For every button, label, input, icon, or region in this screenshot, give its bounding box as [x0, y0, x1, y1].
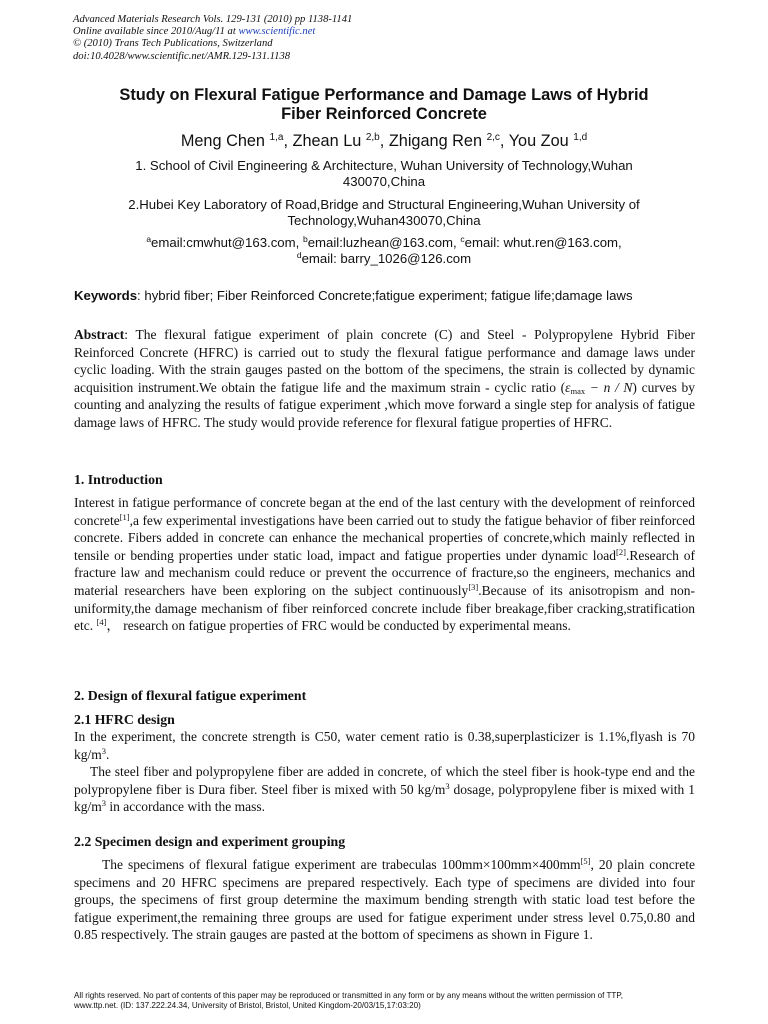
paragraph-text: The steel fiber and polypropylene fiber are added in concrete, of which the steel fiber is hook-type end and the polypropylene fiber is Dura fiber. Steel fiber is mixed with 50 kg/m [74, 764, 695, 797]
keywords-text: : hybrid fiber; Fiber Reinforced Concrete;fatigue experiment; fatigue life;damage laws [137, 288, 633, 303]
title-line-1: Study on Flexural Fatigue Performance and Damage Laws of Hybrid [119, 86, 649, 104]
affiliation-2-line-1: 2.Hubei Key Laboratory of Road,Bridge and Structural Engineering,Wuhan University of [128, 197, 640, 212]
email-mark-b: b [302, 234, 308, 244]
doi-line: doi:10.4028/www.scientific.net/AMR.129-131.1138 [73, 50, 291, 62]
citation: [2] [616, 546, 626, 557]
author-affil-mark: 2,b [365, 132, 380, 143]
subsection-heading-hfrc: 2.1 HFRC design [74, 712, 175, 727]
paragraph-text: , 20 plain concrete specimens and 20 HFRC specimens are prepared respectively. Each type of specimens are divided into four groups, the specimens of first group determine the maximum bending strength with static load test before the fatigue experiment,the remaining three groups are used for fatigue experiment under stress level 0.75,0.80 and 0.85 respectively. The strain gauges are pasted at the bottom of specimens as shown in Figure 1. [74, 857, 695, 943]
section-heading-design: 2. Design of flexural fatigue experiment [74, 688, 307, 703]
online-text: Online available since 2010/Aug/11 at [73, 26, 239, 38]
subsection-heading-specimen: 2.2 Specimen design and experiment grouping [74, 834, 346, 849]
affiliation-1-line-2: 430070,China [342, 174, 426, 189]
author-name: Meng Chen [180, 132, 265, 150]
abstract [74, 326, 695, 432]
author-name: Zhigang Ren [388, 132, 483, 150]
paragraph-text: . [106, 746, 110, 762]
introduction-paragraph [74, 494, 695, 635]
email-mark-a: a [146, 234, 152, 244]
email-b: email:luzhean@163.com, [307, 235, 461, 250]
intro-text: ,a few experimental investigations have been carried out to study the fatigue behavior of fiber reinforced concrete. Fibers added in concrete can enhance the mechanical properties of concrete,which mainly reflected in tensile or bending properties under static load, impact and fatigue properties under dynamic load [74, 512, 695, 563]
section-heading-introduction: 1. Introduction [74, 472, 163, 487]
citation: [3] [468, 581, 479, 592]
intro-text: .Research of fracture law and mechanism could reduce or prevent the occurrence of fracture,so the engineers, mechanics and material researchers have been exploring on the subject continuously [74, 547, 695, 598]
publisher-link[interactable]: www.scientific.net [238, 26, 316, 38]
publication-info [73, 14, 713, 63]
author-list [60, 131, 708, 151]
paragraph-text: The specimens of flexural fatigue experiment are trabeculas 100mm×100mm×400mm [102, 857, 581, 872]
hfrc-design-text [74, 728, 695, 816]
epsilon-symbol: ε [565, 379, 571, 395]
email-d: email: barry_1026@126.com [301, 251, 472, 266]
author-affil-mark: 1,d [573, 132, 588, 143]
intro-text: ， research on fatigue properties of FRC would be conducted by experimental means. [106, 618, 571, 634]
specimen-paragraph [74, 856, 695, 944]
copyright-line: © (2010) Trans Tech Publications, Switzerland [73, 38, 273, 50]
journal-line: Advanced Materials Research Vols. 129-131 (2010) pp 1138-1141 [73, 14, 353, 25]
paper-title [60, 86, 708, 124]
paragraph-text: In the experiment, the concrete strength is C50, water cement ratio is 0.38,superplasticizer is 1.1%,flyash is 70 kg/m [74, 729, 695, 762]
affiliation-1-line-1: 1. School of Civil Engineering & Architecture, Wuhan University of Technology,Wuhan [135, 158, 633, 173]
paragraph-text: dosage, polypropylene fiber is mixed with 1 kg/m [74, 781, 695, 815]
author-emails [80, 235, 688, 267]
abstract-text-1: : The flexural fatigue experiment of plain concrete (C) and Steel - Polypropylene Hybrid Fiber Reinforced Concrete (HFRC) is carried out to study the flexural fatigue performance and damage laws under cyclic loading. With the strain gauges pasted on the bottom of the specimens, the strain is collected by dynamic acquisition instrument.We obtain the fatigue life and the maximum strain - cyclic ratio ( [74, 327, 695, 395]
keywords-label: Keywords [74, 288, 138, 303]
author-name: You Zou [508, 132, 569, 150]
affiliation-1 [80, 158, 688, 190]
author-separator: , [283, 132, 293, 150]
intro-text: Interest in fatigue performance of concrete began at the end of the last century with the development of reinforced concrete [74, 495, 695, 528]
email-mark-c: c [460, 234, 465, 244]
author-separator: , [499, 132, 509, 150]
title-line-2: Fiber Reinforced Concrete [281, 105, 487, 123]
abstract-label: Abstract [74, 327, 125, 342]
author-affil-mark: 2,c [486, 132, 500, 143]
author-affil-mark: 1,a [269, 132, 284, 143]
email-mark-d: d [296, 250, 302, 260]
author-name: Zhean Lu [292, 132, 362, 150]
affiliation-2-line-2: Technology,Wuhan430070,China [287, 213, 481, 228]
rights-footer [74, 991, 714, 1011]
citation: [4] [96, 617, 107, 628]
citation: [5] [580, 856, 591, 866]
footer-line-1: All rights reserved. No part of contents of this paper may be reproduced or transmitted in any form or by any means without the written permission of TTP, [74, 991, 623, 1000]
cyclic-ratio: − n / N [585, 379, 633, 395]
paragraph-text: in accordance with the mass. [106, 799, 265, 815]
email-a: email:cmwhut@163.com, [151, 235, 303, 250]
intro-text: .Because of its anisotropism and non-uniformity,the damage mechanism of fiber reinforced concrete include fiber breakage,fiber cracking,stratification etc. [74, 582, 695, 634]
hfrc-paragraph-2 [74, 763, 695, 816]
epsilon-subscript: max [570, 385, 586, 396]
online-line [73, 26, 713, 38]
affiliation-2 [80, 197, 688, 229]
unit-exponent: 3 [445, 780, 450, 791]
unit-exponent: 3 [101, 745, 107, 756]
author-separator: , [379, 132, 389, 150]
keywords [74, 288, 694, 304]
email-c: email: whut.ren@163.com, [464, 235, 622, 250]
unit-exponent: 3 [101, 798, 107, 809]
citation: [1] [119, 511, 130, 522]
hfrc-paragraph-1 [74, 728, 695, 763]
abstract-text-2: ) curves by counting and analyzing the results of fatigue experiment ,which move forward a single step for analysis of fatigue damage laws of HFRC. The study would provide reference for flexural fatigue properties of HFRC. [74, 379, 695, 430]
footer-line-2: www.ttp.net. (ID: 137.222.24.34, University of Bristol, Bristol, United Kingdom-20/03/15,17:03:20) [74, 1001, 421, 1010]
